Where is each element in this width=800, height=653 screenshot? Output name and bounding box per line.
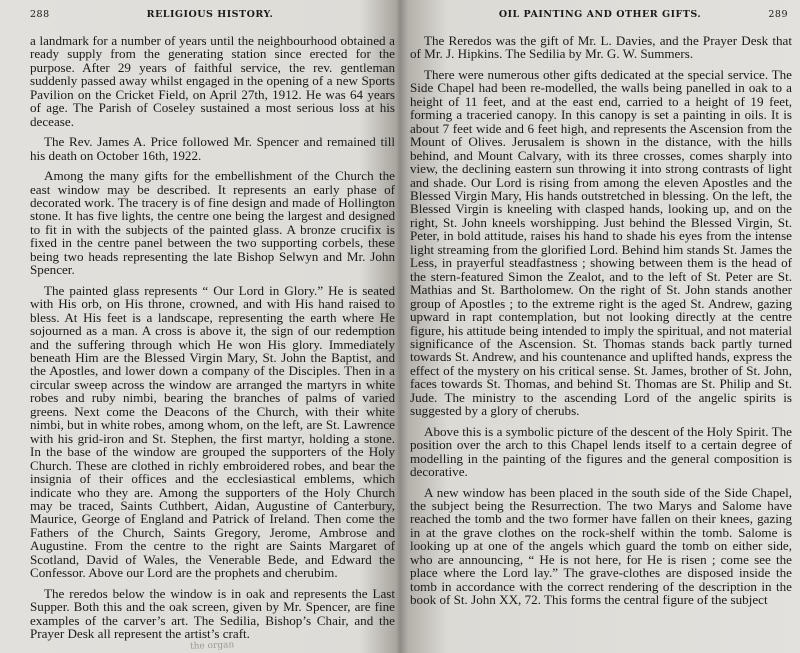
bleed-through-text: the organ xyxy=(189,640,235,652)
left-page-body xyxy=(30,34,395,647)
left-page-header xyxy=(30,9,390,25)
paragraph: Among the many gifts for the embellishment of the Church the east window may be described. It represents an early phase of decorated work. The tracery is of fine design and made of Hollington stone. It has five lights, the centre one being the largest and designed to fit in with the subjects of the painted glass. A bronze crucifix is fixed in the centre panel between the two supporting corbels, these being two heads representing the late Bishop Selwyn and Mr. John Spencer. xyxy=(30,168,395,278)
right-page-header xyxy=(412,9,788,25)
page-number: 288 xyxy=(30,9,50,20)
running-head: RELIGIOUS HISTORY. xyxy=(146,9,274,20)
right-page-body xyxy=(410,34,792,614)
paragraph: a landmark for a number of years until the neighbourhood obtained a ready supply from the generating station since erected for the purpose. After 29 years of faithful service, the rev. gentleman suddenly passed away whilst engaged in the opening of a new Sports Pavilion on the Cricket Field, on April 27th, 1912. He was 64 years of age. The Parish of Coseley sustained a most serious loss at his decease. xyxy=(30,33,395,129)
paragraph: The painted glass represents “ Our Lord in Glory.” He is seated with His orb, on His throne, crowned, and with His hand raised to bless. At His feet is a landscape, representing the earth where He sojourned as a man. A cross is above it, the sign of our redemption and the suffering through which He won His glory. Immediately beneath Him are the Blessed Virgin Mary, St. John the Baptist, and the Apostles, and lower down a company of the Disciples. Then in a circular sweep across the window are arranged the martyrs in white robes and ruby nimbi, bearing the branches of palms of varied greens. Next come the Deacons of the Church, with their white nimbi, but in white robes, among whom, on the left, are St. Lawrence with his grid-iron and St. Stephen, the first martyr, holding a stone. In the base of the window are grouped the supporters of the Holy Church. These are clothed in richly embroidered robes, and bear the insignia of their offices and the ecclesiastical emblems, which indicate who they are. Among the supporters of the Holy Church may be traced, Saints Cuthbert, Aidan, Augustine of Canterbury, Maurice, George of England and Patrick of Ireland. Then come the Fathers of the Church, Saints Gregory, Jerome, Ambrose and Augustine. From the centre to the right are Saints Margaret of Scotland, David of Wales, the Venerable Bede, and Edward the Confessor. Above our Lord are the prophets and cherubim. xyxy=(30,282,395,581)
running-head: OIL PAINTING AND OTHER GIFTS. xyxy=(498,9,702,20)
paragraph: Above this is a symbolic picture of the descent of the Holy Spirit. The position over the arch to this Chapel lends itself to a certain degree of modelling in the painting of the figures and the general composition is decorative. xyxy=(410,423,792,480)
paragraph: The reredos below the window is in oak and represents the Last Supper. Both this and the oak screen, given by Mr. Spencer, are fine examples of the carver’s art. The Sedilia, Bishop’s Chair, and the Prayer Desk all represent the artist’s craft. xyxy=(30,585,395,642)
right-page xyxy=(400,0,800,653)
paragraph: The Reredos was the gift of Mr. L. Davies, and the Prayer Desk that of Mr. J. Hipkins. The Sedilia by Mr. G. W. Summers. xyxy=(410,33,792,62)
paragraph: A new window has been placed in the south side of the Side Chapel, the subject being the Resurrection. The two Marys and Salome have reached the tomb and the two former have fallen on their knees, gazing in at the grave clothes on the rock-shelf within the tomb. Salome is looking up at one of the angels which guard the tomb on either side, who are announcing, “ He is not here, for He is risen ; come see the place where the Lord lay.” The grave-clothes are disposed inside the tomb in accordance with the correct rendering of the description in the book of St. John XX, 72. This forms the central figure of the subject xyxy=(410,484,792,608)
page-number: 289 xyxy=(768,9,788,20)
paragraph: The Rev. James A. Price followed Mr. Spencer and remained till his death on October 16th, 1922. xyxy=(30,134,395,163)
paragraph: There were numerous other gifts dedicated at the special service. The Side Chapel had been re-modelled, the walls being panelled in oak to a height of 11 feet, and at the east end, carried to a height of 19 feet, forming a traceried canopy. In this canopy is set a painting in oils. It is about 7 feet wide and 6 feet high, and represents the Ascension from the Mount of Olives. Jerusalem is shown in the distance, with the hills behind, and Mount Calvary, with its three crosses, comes sharply into view, the declining eastern sun throwing it into strong contrasts of light and shade. Our Lord is rising from among the eleven Apostles and the Blessed Virgin Mary, His hands outstretched in blessing. On the left, the Blessed Virgin is kneeling with clasped hands, looking up, and on the right, St. John kneels worshipping. Just behind the Blessed Virgin, St. Peter, in bold attitude, raises his hand to shade his eyes from the intense light streaming from the glorified Lord. Behind him stands St. James the Less, in prayerful steadfastness ; showing between them is the head of the stern-featured Simon the Zealot, and to the left of St. Peter are St. Mathias and St. Bartholomew. On the right of St. John stands another group of Apostles ; to the extreme right is the aged St. Andrew, gazing upward in rapt contemplation, but not looking directly at the centre figure, his attitude being intended to imply the spiritual, and not material significance of the Ascension. St. Thomas stands back partly turned towards St. Andrew, and his countenance and uplifted hands, express the effect of the mystery on his critical sense. St. James, brother of St. John, faces towards St. Thomas, and behind St. Thomas are St. Philip and St. Jude. The ministry to the ascending Lord of the angelic spirits is suggested by a glory of cherubs. xyxy=(410,66,792,419)
